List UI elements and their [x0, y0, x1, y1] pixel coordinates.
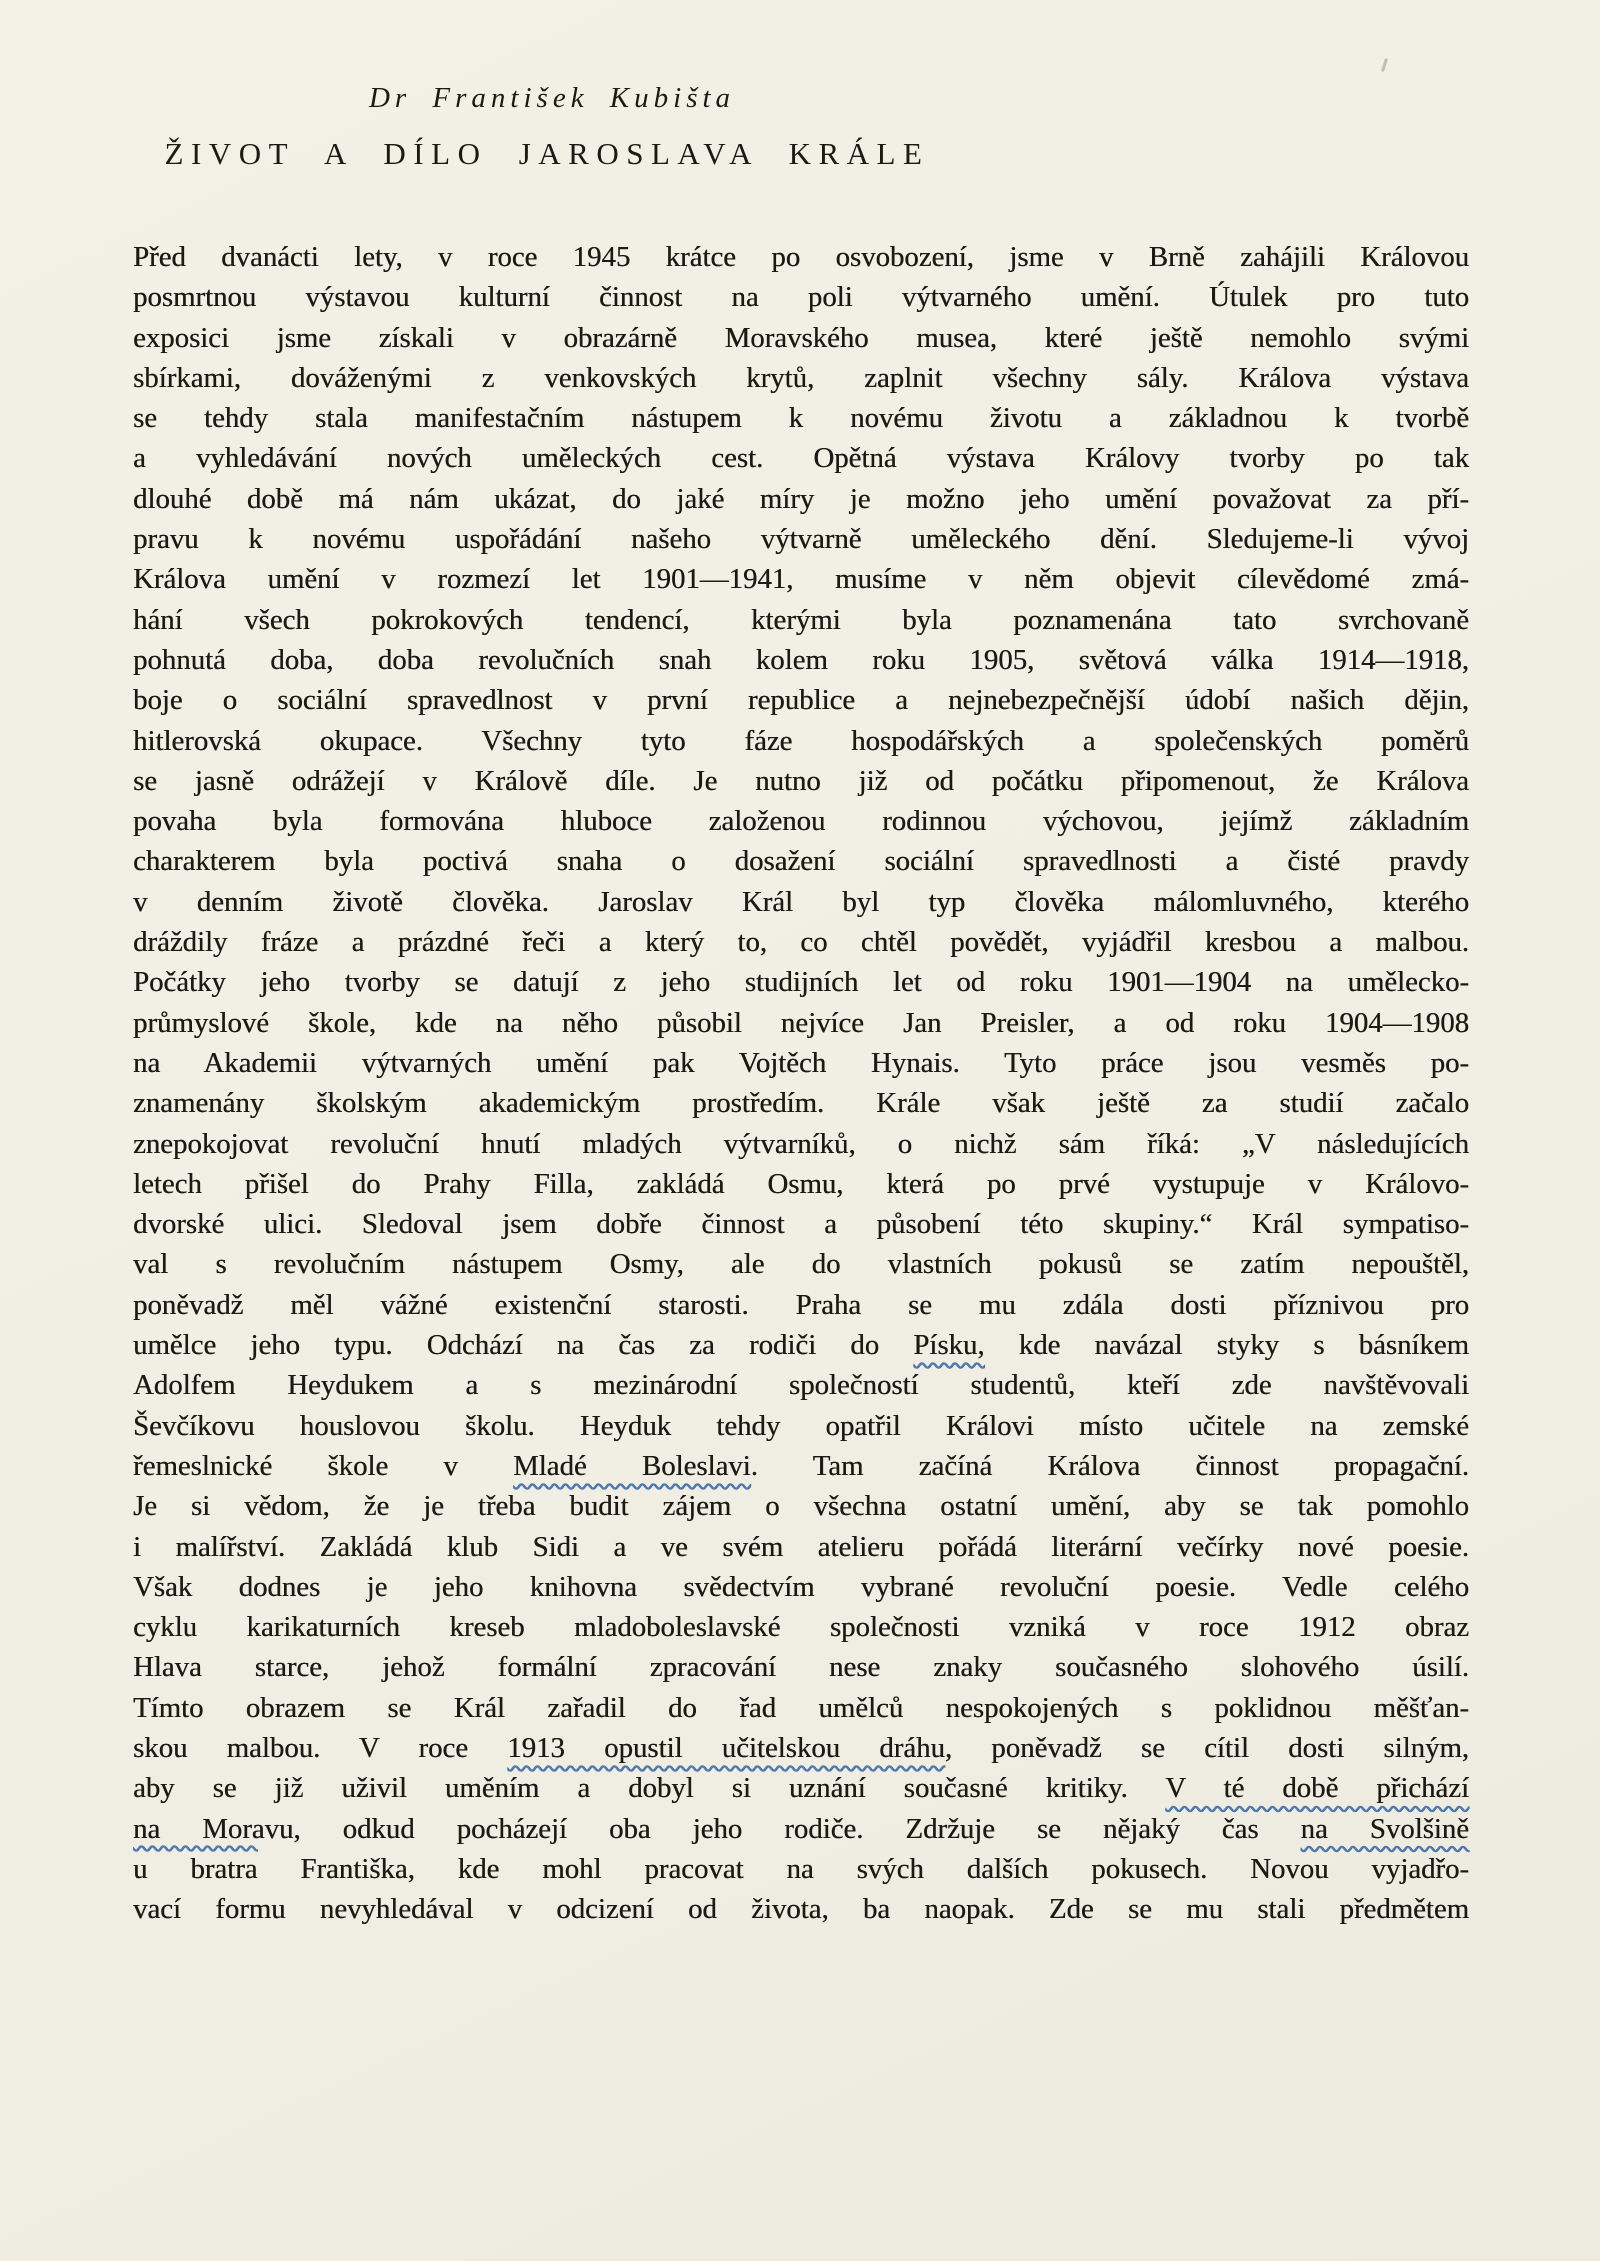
text-line: charakterem byla poctivá snaha o dosažení sociální spravedlnosti a čisté pravdy — [133, 845, 1469, 878]
text-line: Před dvanácti lety, v roce 1945 krátce po osvobození, jsme v Brně zahájili Královou — [133, 241, 1469, 273]
text-line: znepokojovat revoluční hnutí mladých výtvarníků, o nichž sám říká: „V následujících — [133, 1127, 1469, 1160]
text-line: povaha byla formována hluboce založenou rodinnou výchovou, jejímž základním — [133, 805, 1469, 838]
text-line: dráždily fráze a prázdné řeči a který to, co chtěl povědět, vyjádřil kresbou a malbou. — [133, 926, 1469, 959]
text-line: letech přišel do Prahy Filla, zakládá Osmu, která po prvé vystupuje v Královo- — [133, 1167, 1469, 1200]
text-line: skou malbou. V roce 1913 opustil učitelskou dráhu, poněvadž se cítil dosti silným, — [133, 1731, 1469, 1764]
text-line: hitlerovská okupace. Všechny tyto fáze hospodářských a společenských poměrů — [133, 724, 1469, 757]
text-line: Je si vědom, že je třeba budit zájem o všechna ostatní umění, aby se tak pomohlo — [133, 1490, 1469, 1523]
text-line: se tehdy stala manifestačním nástupem k novému životu a základnou k tvorbě — [133, 402, 1469, 435]
text-line: řemeslnické škole v Mladé Boleslavi. Tam začíná Králova činnost propagační. — [133, 1449, 1469, 1482]
page-title: ŽIVOT A DÍLO JAROSLAVA KRÁLE — [164, 136, 930, 171]
text-line: Počátky jeho tvorby se datují z jeho studijních let od roku 1901—1904 na umělecko- — [133, 966, 1469, 999]
handwritten-overline: u bratra — [133, 1852, 258, 1885]
text-line: dlouhé době má nám ukázat, do jaké míry je možno jeho umění považovat za pří- — [133, 482, 1469, 515]
text-line: pohnutá doba, doba revolučních snah kolem roku 1905, světová válka 1914—1918, — [133, 643, 1469, 676]
text-line: posmrtnou výstavou kulturní činnost na poli výtvarného umění. Útulek pro tuto — [133, 281, 1469, 314]
text-line: u bratra Františka, kde mohl pracovat na svých dalších pokusech. Novou vyjadřo- — [133, 1852, 1469, 1885]
text-line: exposici jsme získali v obrazárně Moravského musea, které ještě nemohlo svými — [133, 321, 1469, 354]
article-body — [133, 237, 1469, 1929]
text-line: v denním životě člověka. Jaroslav Král byl typ člověka málomluvného, kterého — [133, 885, 1469, 918]
handwritten-underline: 1913 opustil učitelskou dráhu — [507, 1731, 945, 1764]
text-line: sbírkami, dováženými z venkovských krytů, zaplnit všechny sály. Králova výstava — [133, 361, 1469, 394]
text-line: pravu k novému uspořádání našeho výtvarně uměleckého dění. Sledujeme-li vývoj — [133, 523, 1469, 556]
text-line: aby se již uživil uměním a dobyl si uznání současné kritiky. V té době přichází — [133, 1772, 1469, 1805]
text-line: cyklu karikaturních kreseb mladoboleslavské společnosti vzniká v roce 1912 obraz — [133, 1611, 1469, 1644]
text-line: i malířství. Zakládá klub Sidi a ve svém atelieru pořádá literární večírky nové poesie. — [133, 1530, 1469, 1563]
text-line: na Akademii výtvarných umění pak Vojtěch Hynais. Tyto práce jsou vesměs po- — [133, 1046, 1469, 1079]
text-line: Však dodnes je jeho knihovna svědectvím vybrané revoluční poesie. Vedle celého — [133, 1570, 1469, 1603]
text-line: se jasně odrážejí v Králově díle. Je nutno již od počátku připomenout, že Králova — [133, 764, 1469, 797]
text-line: umělce jeho typu. Odchází na čas za rodiči do Písku, kde navázal styky s básníkem — [133, 1329, 1469, 1362]
text-line: Tímto obrazem se Král zařadil do řad umělců nespokojených s poklidnou měšťan- — [133, 1691, 1469, 1724]
text-line: dvorské ulici. Sledoval jsem dobře činnost a působení této skupiny.“ Král sympatiso- — [133, 1208, 1469, 1241]
text-line: průmyslové škole, kde na něho působil nejvíce Jan Preisler, a od roku 1904—1908 — [133, 1006, 1469, 1039]
text-line: na Moravu, odkud pocházejí oba jeho rodiče. Zdržuje se nějaký čas na Svolšině — [133, 1812, 1469, 1845]
author-line: Dr František Kubišta — [368, 82, 736, 114]
text-line: boje o sociální spravedlnost v první republice a nejnebezpečnější údobí našich dějin, — [133, 684, 1469, 717]
text-line: vací formu nevyhledával v odcizení od života, ba naopak. Zde se mu stali předmětem — [133, 1893, 1469, 1926]
text-line: Hlava starce, jehož formální zpracování nese znaky současného slohového úsilí. — [133, 1651, 1469, 1684]
text-line: Adolfem Heydukem a s mezinárodní společností studentů, kteří zde navštěvovali — [133, 1369, 1469, 1402]
text-line: hání všech pokrokových tendencí, kterými byla poznamenána tato svrchovaně — [133, 603, 1469, 636]
handwritten-underline: V té době přichází — [1165, 1772, 1469, 1805]
text-line: znamenány školským akademickým prostředím. Krále však ještě za studií začalo — [133, 1087, 1469, 1120]
text-line: Králova umění v rozmezí let 1901—1941, musíme v něm objevit cílevědomé zmá- — [133, 563, 1469, 596]
paper-speck — [1381, 58, 1388, 72]
text-line: a vyhledávání nových uměleckých cest. Opětná výstava Královy tvorby po tak — [133, 442, 1469, 475]
text-line: poněvadž měl vážné existenční starosti. Praha se mu zdála dosti příznivou pro — [133, 1288, 1469, 1321]
handwritten-underline: Písku, — [913, 1329, 985, 1362]
text-line: Ševčíkovu houslovou školu. Heyduk tehdy opatřil Královi místo učitele na zemské — [133, 1409, 1469, 1442]
handwritten-underline: na Svolšině — [1300, 1812, 1469, 1845]
handwritten-underline: Mladé Boleslavi — [513, 1449, 751, 1482]
text-line: val s revolučním nástupem Osmy, ale do vlastních pokusů se zatím nepouštěl, — [133, 1248, 1469, 1281]
